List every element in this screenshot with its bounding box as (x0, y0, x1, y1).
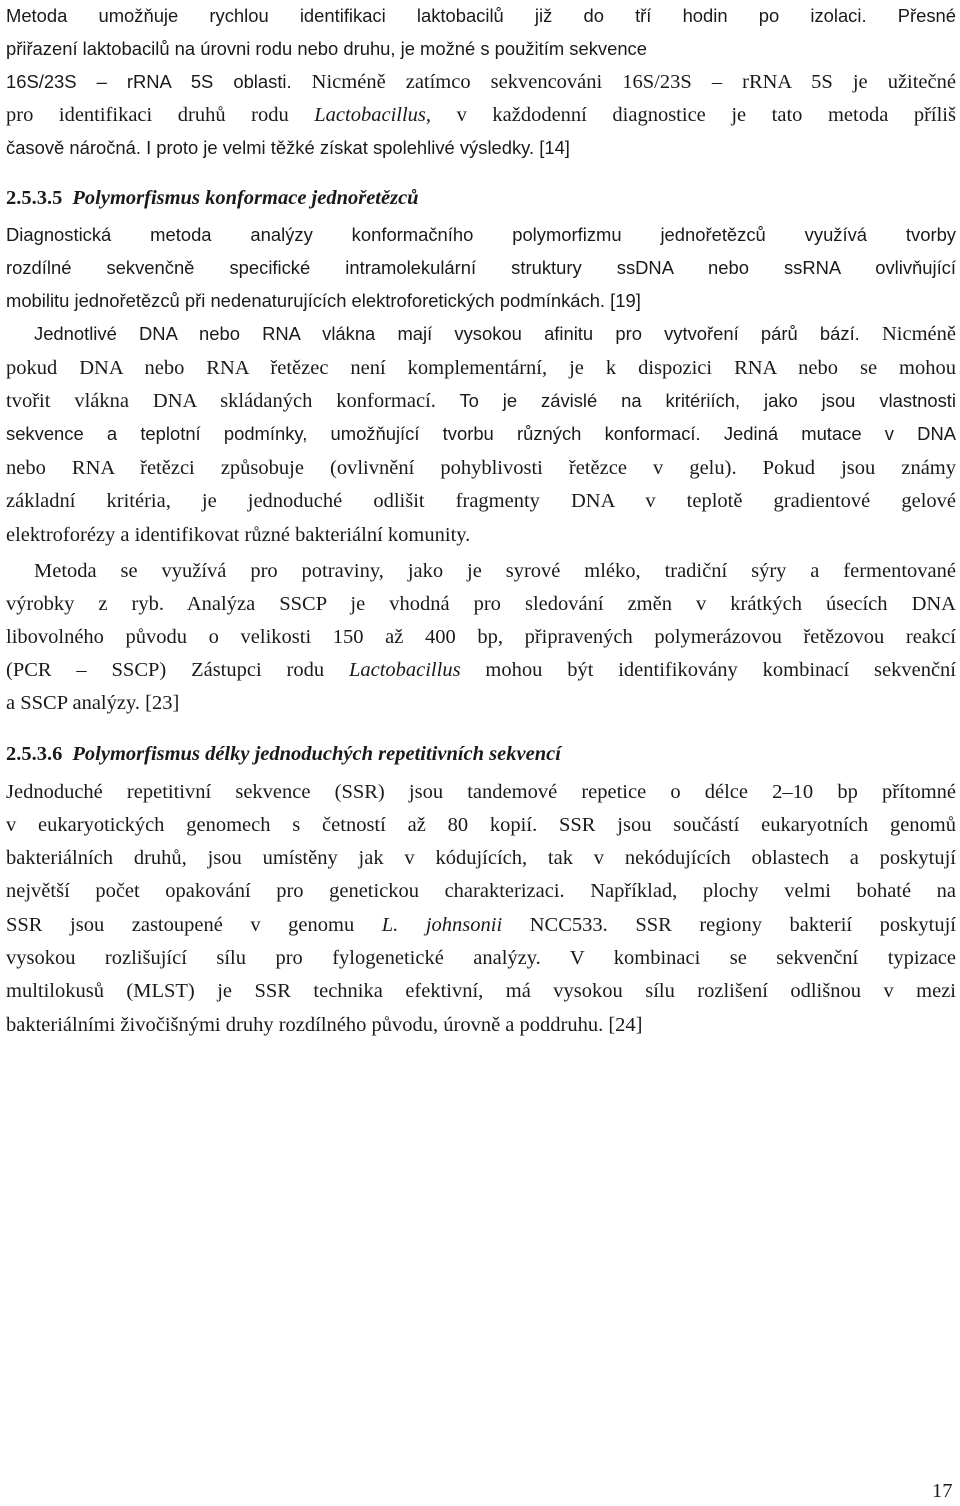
s1-p3-line-2: výrobky z ryb. Analýza SSCP je vhodná pro sledování změn v krátkých úsecích DNA (6, 593, 956, 615)
s1-p1-line-3: mobilitu jednořetězců při nedenaturujících elektroforetických podmínkách. [19] (6, 290, 641, 311)
intro-line-1: Metoda umožňuje rychlou identifikaci laktobacilů již do tří hodin po izolaci. Přesné (6, 5, 956, 26)
section-number: 2.5.3.5 (6, 187, 63, 209)
s2-line-2: v eukaryotických genomech s četností až 80 kopií. SSR jsou součástí eukaryotních genomů (6, 814, 956, 836)
s1-p2-line-1: Jednotlivé DNA nebo RNA vlákna mají vysokou afinitu pro vytvoření párů bází. Nicméně (34, 323, 956, 345)
s1-p3-line-3: libovolného původu o velikosti 150 až 400 bp, připravených polymerázovou řetězovou reakcí (6, 626, 956, 648)
s2-line-5: SSR jsou zastoupené v genomu L. johnsonii NCC533. SSR regiony bakterií poskytují (6, 914, 956, 936)
s2-line-4: největší počet opakování pro genetickou charakterizaci. Například, plochy velmi bohaté na (6, 880, 956, 902)
section-title: Polymorfismus délky jednoduchých repetitivních sekvencí (72, 743, 561, 765)
section-heading-2-5-3-5 (6, 183, 956, 213)
intro-line-5: časově náročná. I proto je velmi těžké získat spolehlivé výsledky. [14] (6, 137, 570, 158)
s1-p3-line-1: Metoda se využívá pro potraviny, jako je syrové mléko, tradiční sýry a fermentované (34, 560, 956, 582)
section-number: 2.5.3.6 (6, 743, 63, 765)
s1-p3-line-4: (PCR – SSCP) Zástupci rodu Lactobacillus mohou být identifikovány kombinací sekvenční (6, 659, 956, 681)
intro-line-2: přiřazení laktobacilů na úrovni rodu nebo druhu, je možné s použitím sekvence (6, 38, 647, 59)
intro-line-4: pro identifikaci druhů rodu Lactobacillus, v každodenní diagnostice je tato metoda příliš (6, 104, 956, 126)
s2-line-6: vysokou rozlišující sílu pro fylogenetické analýzy. V kombinaci se sekvenční typizace (6, 947, 956, 969)
intro-line-3: 16S/23S – rRNA 5S oblasti. Nicméně zatímco sekvencováni 16S/23S – rRNA 5S je užitečné (6, 71, 956, 93)
s1-p2-line-7: elektroforézy a identifikovat různé bakteriální komunity. (6, 524, 471, 546)
s1-p3-line-5: a SSCP analýzy. [23] (6, 692, 180, 714)
s1-p2-line-6: základní kritéria, je jednoduché odlišit fragmenty DNA v teplotě gradientové gelové (6, 490, 956, 512)
s1-p2-line-2: pokud DNA nebo RNA řetězec není komplementární, je k dispozici RNA nebo se mohou (6, 357, 956, 379)
s2-line-7: multilokusů (MLST) je SSR technika efektivní, má vysokou sílu rozlišení odlišnou v mezi (6, 980, 956, 1002)
section-title: Polymorfismus konformace jednořetězců (72, 187, 419, 209)
s2-line-8: bakteriálními živočišnými druhy rozdílného původu, úrovně a poddruhu. [24] (6, 1014, 643, 1036)
page-number: 17 (932, 1480, 953, 1502)
s1-p2-line-4: sekvence a teplotní podmínky, umožňující tvorbu různých konformací. Jediná mutace v DNA (6, 423, 956, 444)
section-heading-2-5-3-6 (6, 739, 956, 769)
s2-line-1: Jednoduché repetitivní sekvence (SSR) jsou tandemové repetice o délce 2–10 bp přítomné (6, 781, 956, 803)
s1-p1-line-2: rozdílné sekvenčně specifické intramolekulární struktury ssDNA nebo ssRNA ovlivňující (6, 257, 956, 278)
s1-p1-line-1: Diagnostická metoda analýzy konformačního polymorfizmu jednořetězců využívá tvorby (6, 224, 956, 245)
s1-p2-line-5: nebo RNA řetězci způsobuje (ovlivnění pohyblivosti řetězce v gelu). Pokud jsou známy (6, 457, 957, 479)
s2-line-3: bakteriálních druhů, jsou umístěny jak v kódujících, tak v nekódujících oblastech a poskytují (6, 847, 956, 869)
s1-p2-line-3: tvořit vlákna DNA skládaných konformací. To je závislé na kritériích, jako jsou vlastnosti (6, 390, 956, 412)
